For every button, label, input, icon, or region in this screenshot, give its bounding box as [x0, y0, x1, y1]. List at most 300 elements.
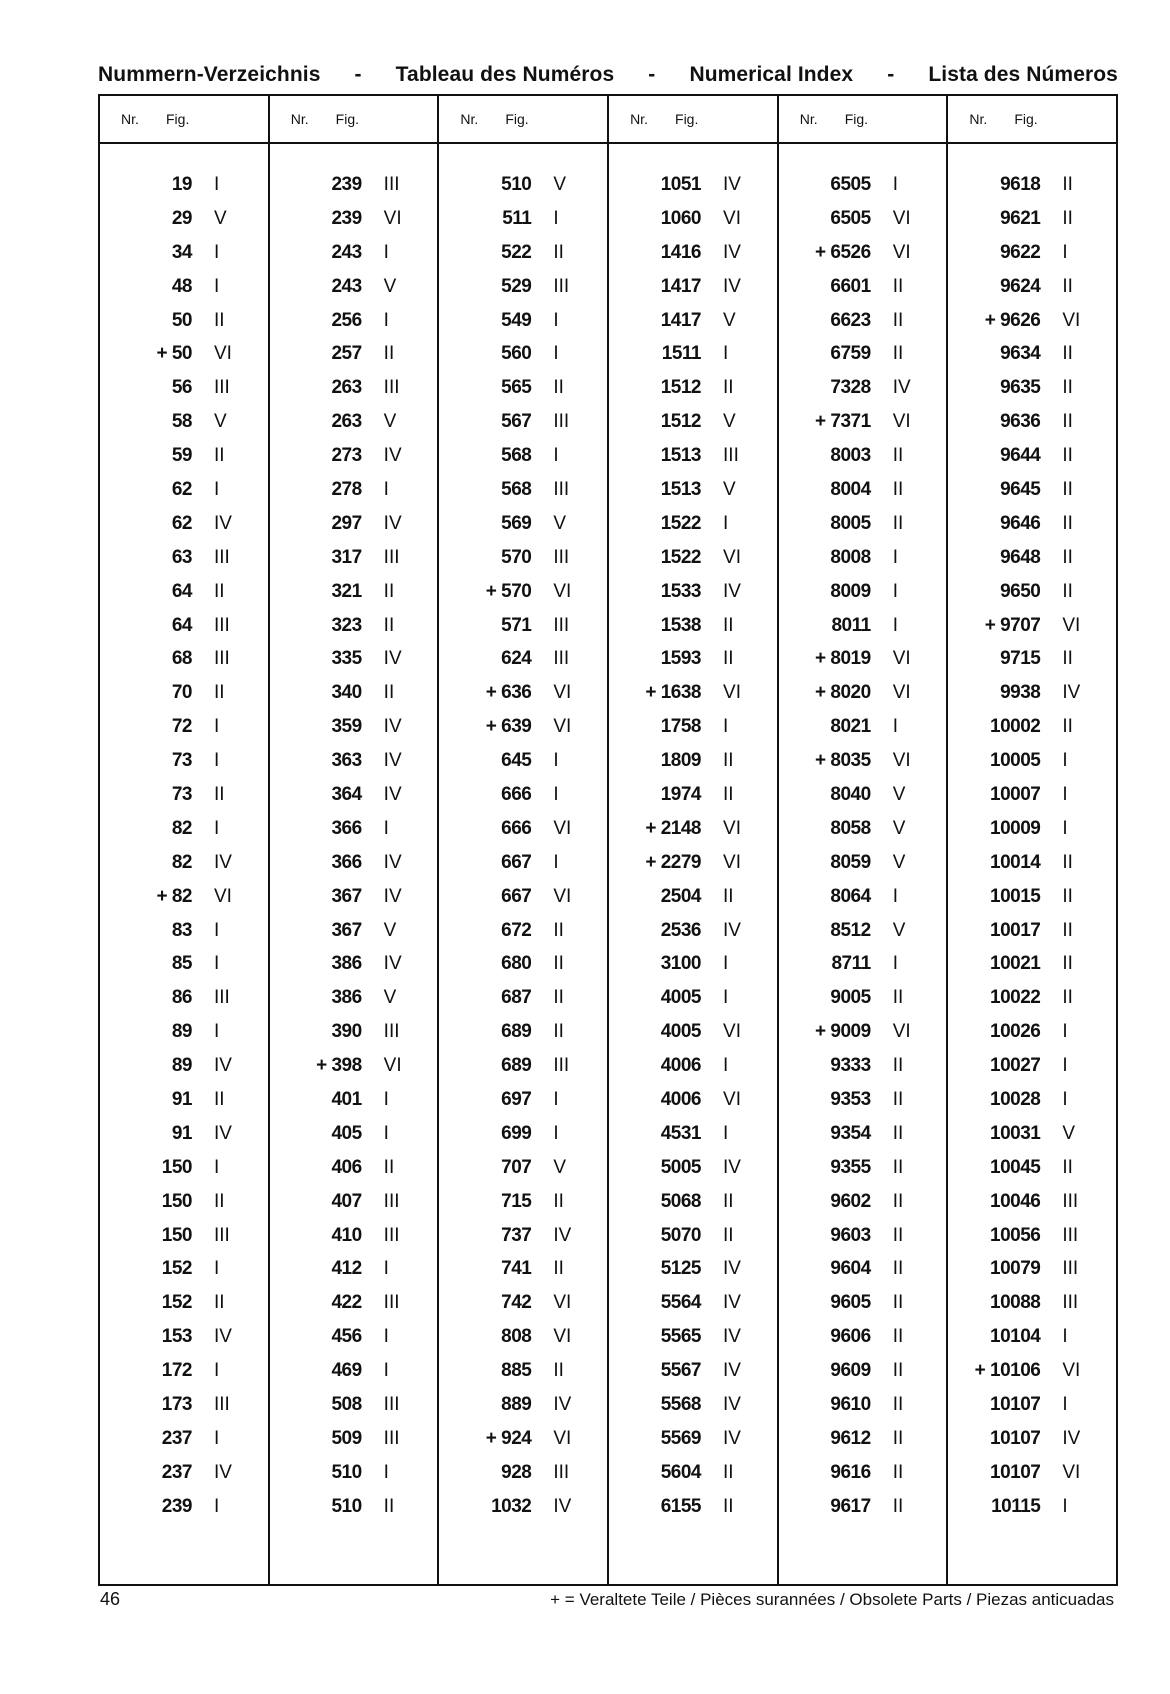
figure-reference: V: [214, 207, 227, 229]
part-number: + 7371: [815, 411, 871, 433]
index-row: [439, 304, 607, 338]
part-number: + 398: [316, 1055, 362, 1077]
part-number: 680: [501, 953, 532, 975]
figure-reference: I: [214, 478, 220, 500]
index-row: [270, 880, 438, 914]
figure-reference: I: [892, 953, 898, 975]
part-number: 10056: [990, 1224, 1041, 1246]
index-row: [270, 270, 438, 304]
figure-reference: II: [214, 1292, 225, 1314]
index-row: [779, 507, 947, 541]
index-row: [948, 1219, 1116, 1253]
figure-reference: III: [214, 546, 230, 568]
figure-reference: II: [723, 885, 734, 907]
figure-reference: III: [214, 987, 230, 1009]
figure-reference: I: [553, 750, 559, 772]
figure-reference: II: [892, 1394, 904, 1415]
part-number: 571: [501, 614, 532, 636]
index-row: [439, 1422, 607, 1456]
part-number: 889: [501, 1394, 532, 1415]
index-row: [609, 1286, 777, 1320]
index-row: [100, 507, 268, 541]
index-row: [948, 575, 1116, 609]
part-number: + 2279: [645, 851, 702, 873]
part-number: 570: [501, 546, 532, 568]
index-row: [270, 710, 438, 744]
index-row: [100, 846, 268, 880]
figure-reference: I: [1062, 817, 1068, 839]
part-number: 10088: [990, 1292, 1041, 1314]
index-row: [439, 981, 607, 1015]
index-row: [270, 676, 438, 710]
index-row: [609, 439, 777, 473]
index-row: [948, 846, 1116, 880]
figure-reference: IV: [383, 716, 402, 738]
index-row: [439, 880, 607, 914]
part-number: 10002: [990, 716, 1041, 738]
index-row: [439, 1286, 607, 1320]
part-number: 456: [331, 1326, 362, 1348]
figure-reference: VI: [214, 343, 232, 365]
index-row: [948, 236, 1116, 270]
index-row: [439, 778, 607, 812]
part-number: 9603: [830, 1224, 871, 1246]
figure-reference: VI: [892, 648, 911, 670]
part-number: 10107: [990, 1461, 1041, 1483]
part-number: + 924: [485, 1427, 532, 1449]
index-row: [948, 1388, 1116, 1422]
index-row: [100, 1185, 268, 1219]
figure-reference: IV: [214, 1461, 232, 1483]
part-number: + 1638: [645, 682, 702, 704]
page-number: 46: [100, 1589, 121, 1609]
index-row: [609, 1185, 777, 1219]
index-row: [100, 1219, 268, 1253]
index-row: [948, 507, 1116, 541]
figure-reference: I: [892, 580, 898, 602]
figure-reference: V: [892, 817, 906, 839]
figure-reference: II: [1062, 648, 1073, 670]
index-row: [779, 744, 947, 778]
index-row: [609, 710, 777, 744]
part-number: 5568: [660, 1394, 702, 1415]
index-row: [100, 1422, 268, 1456]
index-row: [270, 778, 438, 812]
part-number: 239: [161, 1495, 192, 1517]
part-number: 7328: [830, 377, 871, 399]
index-row: [948, 1049, 1116, 1083]
figure-reference: II: [892, 512, 904, 534]
index-row: [100, 541, 268, 575]
index-row: [779, 642, 947, 676]
figure-reference: III: [553, 275, 570, 297]
index-row: [609, 405, 777, 439]
part-number: 5005: [660, 1156, 702, 1178]
index-column: [268, 96, 438, 1584]
index-row: [779, 1456, 947, 1490]
part-number: 1416: [660, 241, 702, 263]
part-number: 10045: [990, 1156, 1041, 1178]
part-number: 273: [331, 445, 362, 467]
part-number: 386: [331, 987, 362, 1009]
part-number: 4005: [660, 987, 702, 1009]
index-row: [270, 1456, 438, 1490]
figure-reference: IV: [723, 1258, 741, 1280]
index-row: [609, 1490, 777, 1524]
figure-reference: VI: [383, 207, 402, 229]
index-row: [439, 473, 607, 507]
figure-reference: VI: [892, 1021, 911, 1043]
figure-reference: I: [553, 445, 559, 467]
index-row: [100, 304, 268, 338]
figure-reference: III: [383, 1427, 400, 1449]
index-row: [100, 1354, 268, 1388]
index-row: [779, 541, 947, 575]
index-row: [270, 202, 438, 236]
figure-reference: I: [214, 173, 220, 195]
figure-reference: V: [723, 309, 736, 331]
index-row: [439, 947, 607, 981]
figure-reference: I: [383, 241, 389, 263]
figure-reference: I: [553, 1122, 559, 1144]
index-row: [270, 405, 438, 439]
figure-reference: II: [1062, 987, 1073, 1009]
figure-reference: VI: [553, 817, 572, 839]
index-row: [439, 1151, 607, 1185]
figure-reference: VI: [553, 682, 572, 704]
part-number: 278: [331, 478, 362, 500]
part-number: 390: [331, 1021, 362, 1043]
figure-reference: III: [723, 445, 739, 467]
index-row: [270, 236, 438, 270]
index-row: [100, 1049, 268, 1083]
index-row: [100, 880, 268, 914]
figure-reference: VI: [892, 750, 911, 772]
part-number: 10079: [990, 1258, 1041, 1280]
part-number: 5070: [660, 1224, 702, 1246]
index-row: [948, 1083, 1116, 1117]
part-number: 5567: [660, 1360, 702, 1382]
figure-reference: II: [553, 1258, 564, 1280]
part-number: 10115: [991, 1495, 1041, 1517]
figure-reference: II: [553, 1021, 564, 1043]
figure-reference: I: [214, 817, 220, 839]
index-row: [948, 981, 1116, 1015]
index-row: [439, 371, 607, 405]
index-row: [609, 473, 777, 507]
figure-reference: III: [214, 614, 230, 636]
figure-reference: IV: [383, 783, 402, 805]
index-row: [609, 1253, 777, 1287]
index-row: [270, 1117, 438, 1151]
index-row: [609, 642, 777, 676]
index-row: [100, 1388, 268, 1422]
index-row: [948, 1320, 1116, 1354]
index-row: [779, 1219, 947, 1253]
index-row: [100, 642, 268, 676]
figure-reference: IV: [723, 1292, 741, 1314]
index-row: [100, 405, 268, 439]
part-number: + 8035: [815, 750, 871, 772]
part-number: 237: [161, 1427, 192, 1449]
column-header-nr: Nr.: [799, 111, 818, 127]
index-row: [439, 236, 607, 270]
part-number: 697: [501, 1088, 532, 1110]
index-row: [270, 1151, 438, 1185]
part-number: 560: [501, 343, 532, 365]
figure-reference: IV: [383, 851, 402, 873]
part-number: 359: [331, 716, 362, 738]
figure-reference: III: [553, 478, 570, 500]
figure-reference: V: [1062, 1122, 1076, 1144]
index-row: [439, 202, 607, 236]
figure-reference: VI: [723, 1021, 741, 1043]
index-row: [100, 914, 268, 948]
figure-reference: I: [214, 750, 220, 772]
part-number: 885: [501, 1360, 532, 1382]
index-row: [439, 575, 607, 609]
index-row: [270, 981, 438, 1015]
figure-reference: II: [553, 241, 564, 263]
figure-reference: II: [383, 1495, 395, 1517]
index-row: [609, 1320, 777, 1354]
index-row: [439, 1456, 607, 1490]
part-number: 567: [501, 411, 532, 433]
figure-reference: II: [892, 1495, 904, 1517]
figure-reference: II: [723, 750, 734, 772]
figure-reference: I: [1062, 783, 1068, 805]
index-row: [948, 439, 1116, 473]
index-row: [439, 1354, 607, 1388]
index-row: [439, 642, 607, 676]
part-number: 50: [171, 309, 192, 331]
index-row: [779, 371, 947, 405]
index-row: [270, 642, 438, 676]
part-number: 645: [501, 750, 532, 772]
index-column: [607, 96, 777, 1584]
figure-reference: II: [1062, 275, 1073, 297]
index-row: [609, 168, 777, 202]
figure-reference: II: [723, 648, 734, 670]
figure-reference: IV: [723, 1394, 741, 1415]
index-row: [779, 1286, 947, 1320]
figure-reference: V: [383, 987, 397, 1009]
part-number: 412: [331, 1258, 362, 1280]
figure-reference: IV: [214, 1122, 232, 1144]
figure-reference: II: [553, 953, 564, 975]
figure-reference: I: [1062, 1495, 1068, 1517]
figure-reference: II: [553, 377, 564, 399]
column-header: [948, 96, 1116, 144]
index-row: [948, 880, 1116, 914]
index-row: [100, 744, 268, 778]
part-number: 707: [501, 1156, 532, 1178]
index-row: [609, 1388, 777, 1422]
index-row: [439, 405, 607, 439]
index-row: [100, 202, 268, 236]
figure-reference: IV: [723, 580, 741, 602]
part-number: 68: [171, 648, 192, 670]
figure-reference: I: [214, 275, 220, 297]
part-number: 73: [171, 750, 192, 772]
part-number: 152: [161, 1292, 192, 1314]
part-number: 10107: [990, 1394, 1041, 1415]
column-header-fig: Fig.: [335, 111, 360, 127]
column-header: [779, 96, 947, 144]
part-number: 10104: [990, 1326, 1041, 1348]
figure-reference: III: [553, 411, 570, 433]
title-german: Nummern-Verzeichnis: [98, 63, 321, 86]
figure-reference: II: [892, 445, 904, 467]
index-row: [100, 1320, 268, 1354]
figure-reference: VI: [723, 1088, 741, 1110]
figure-reference: I: [1062, 1326, 1068, 1348]
part-number: 297: [331, 512, 362, 534]
part-number: 34: [171, 241, 192, 263]
part-number: 5569: [660, 1427, 702, 1449]
figure-reference: II: [383, 343, 395, 365]
part-number: + 9626: [984, 309, 1041, 331]
figure-reference: III: [214, 1394, 230, 1415]
index-row: [779, 676, 947, 710]
index-row: [779, 236, 947, 270]
figure-reference: I: [383, 1088, 389, 1110]
figure-reference: II: [1062, 377, 1073, 399]
figure-reference: IV: [723, 173, 741, 195]
part-number: 10021: [990, 953, 1041, 975]
index-row: [439, 846, 607, 880]
figure-reference: IV: [383, 885, 402, 907]
figure-reference: II: [1062, 343, 1073, 365]
figure-reference: I: [723, 343, 729, 365]
index-row: [270, 371, 438, 405]
part-number: 6155: [660, 1495, 702, 1517]
figure-reference: II: [723, 377, 734, 399]
figure-reference: I: [723, 1055, 729, 1077]
figure-reference: I: [1062, 1055, 1068, 1077]
index-row: [100, 439, 268, 473]
part-number: + 9707: [984, 614, 1041, 636]
part-number: 56: [171, 377, 192, 399]
index-row: [948, 1015, 1116, 1049]
figure-reference: II: [1062, 885, 1073, 907]
index-row: [270, 914, 438, 948]
part-number: 5565: [660, 1326, 702, 1348]
part-number: 91: [171, 1122, 192, 1144]
part-number: 549: [501, 309, 532, 331]
figure-reference: V: [892, 851, 906, 873]
column-header-nr: Nr.: [290, 111, 309, 127]
part-number: 5564: [660, 1292, 702, 1314]
index-row: [439, 609, 607, 643]
column-header: [439, 96, 607, 144]
part-number: 8711: [831, 953, 871, 975]
part-number: 29: [171, 207, 192, 229]
part-number: 737: [501, 1224, 532, 1246]
figure-reference: VI: [723, 682, 741, 704]
figure-reference: II: [214, 783, 225, 805]
figure-reference: II: [1062, 207, 1073, 229]
part-number: 689: [501, 1055, 532, 1077]
figure-reference: I: [383, 1258, 389, 1280]
index-row: [100, 1117, 268, 1151]
part-number: 10015: [990, 885, 1041, 907]
index-row: [779, 202, 947, 236]
part-number: 6505: [830, 207, 871, 229]
index-row: [948, 405, 1116, 439]
part-number: 510: [501, 173, 532, 195]
part-number: 64: [171, 614, 192, 636]
index-row: [609, 1083, 777, 1117]
part-number: 2536: [660, 919, 702, 941]
part-number: + 6526: [815, 241, 871, 263]
figure-reference: IV: [214, 851, 232, 873]
index-row: [609, 778, 777, 812]
part-number: 9610: [830, 1394, 871, 1415]
index-row: [439, 507, 607, 541]
figure-reference: I: [553, 851, 559, 873]
figure-reference: VI: [892, 241, 911, 263]
index-row: [609, 1117, 777, 1151]
part-number: 9645: [1000, 478, 1041, 500]
part-number: 10107: [990, 1427, 1041, 1449]
figure-reference: V: [892, 783, 906, 805]
figure-reference: I: [1062, 241, 1068, 263]
index-row: [100, 575, 268, 609]
part-number: 367: [331, 885, 362, 907]
part-number: + 639: [485, 716, 532, 738]
index-row: [100, 778, 268, 812]
part-number: 511: [502, 207, 532, 229]
index-row: [948, 1286, 1116, 1320]
index-row: [609, 1354, 777, 1388]
part-number: + 2148: [645, 817, 702, 839]
figure-reference: I: [383, 1122, 389, 1144]
index-row: [779, 1320, 947, 1354]
part-number: 522: [501, 241, 532, 263]
figure-reference: I: [1062, 1088, 1068, 1110]
index-row: [439, 1185, 607, 1219]
part-number: 9355: [830, 1156, 871, 1178]
part-number: 83: [171, 919, 192, 941]
figure-reference: II: [214, 682, 225, 704]
figure-reference: II: [383, 580, 395, 602]
figure-reference: VI: [553, 580, 572, 602]
part-number: 5604: [660, 1461, 702, 1483]
index-column: [437, 96, 607, 1584]
part-number: 8004: [830, 478, 871, 500]
figure-reference: I: [892, 173, 898, 195]
index-row: [779, 1422, 947, 1456]
index-row: [609, 1049, 777, 1083]
figure-reference: V: [553, 173, 567, 195]
index-row: [609, 1219, 777, 1253]
figure-reference: II: [1062, 919, 1073, 941]
figure-reference: III: [383, 1394, 400, 1415]
part-number: 386: [331, 953, 362, 975]
index-row: [270, 541, 438, 575]
index-row: [270, 1185, 438, 1219]
figure-reference: V: [383, 411, 397, 433]
figure-reference: I: [383, 478, 389, 500]
part-number: 1032: [491, 1495, 532, 1517]
part-number: 8512: [830, 919, 871, 941]
index-row: [270, 1219, 438, 1253]
index-row: [779, 1354, 947, 1388]
index-row: [609, 914, 777, 948]
part-number: 10046: [990, 1190, 1041, 1212]
index-row: [270, 1422, 438, 1456]
